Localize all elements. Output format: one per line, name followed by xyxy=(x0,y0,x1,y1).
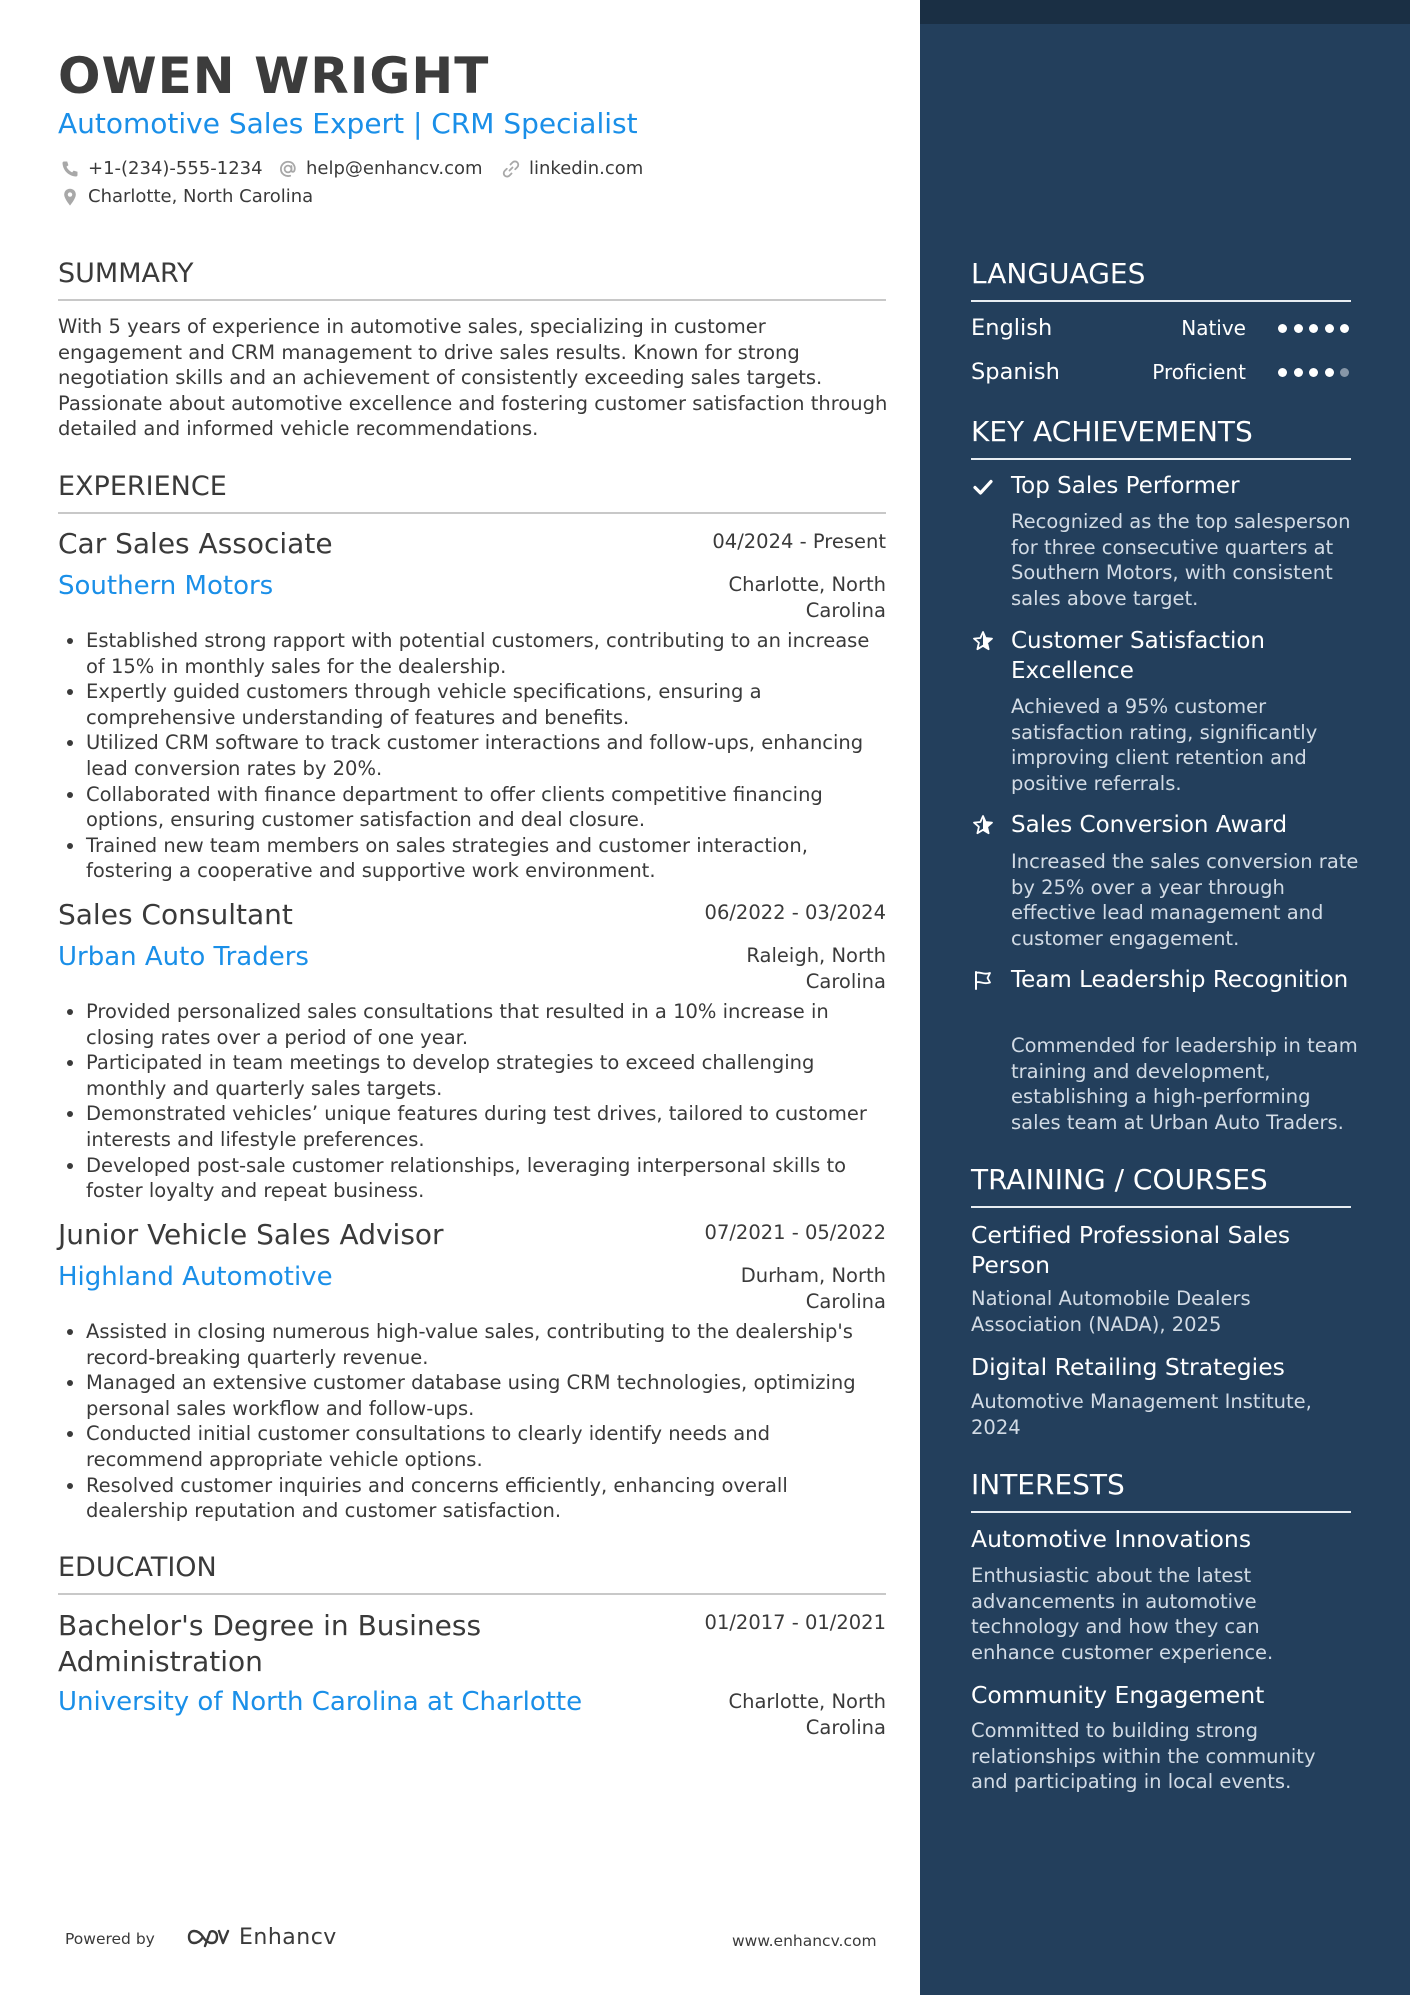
achievement-title: Sales Conversion Award xyxy=(1011,812,1288,838)
achievement-title: Team Leadership Recognition xyxy=(1011,967,1349,993)
at-icon xyxy=(278,159,298,179)
interests-heading: INTERESTS xyxy=(971,1468,1351,1513)
enhancv-logo[interactable] xyxy=(183,1922,337,1952)
language-level: Proficient xyxy=(1152,360,1246,384)
summary-text: With 5 years of experience in automotive sales, specializing in customer engagement and CRM management to drive sales results. Known for strong negotiation skills and an achievement of consistently exceeding sales targets. Passionate about automotive excellence and fostering customer satisfaction through detailed and informed vehicle recommendations. xyxy=(58,315,888,441)
job-dates: 06/2022 - 03/2024 xyxy=(704,901,886,924)
email-text: help@enhancv.com xyxy=(306,158,483,179)
contact-location xyxy=(60,185,313,209)
course-title: Certified Professional Sales Person xyxy=(971,1221,1291,1279)
summary-heading: SUMMARY xyxy=(58,257,886,301)
bullet-item: Conducted initial customer consultations to clearly identify needs and recommend appropriate vehicle options. xyxy=(86,1421,888,1472)
education-dates: 01/2017 - 01/2021 xyxy=(704,1611,886,1634)
powered-by-label: Powered by xyxy=(65,1930,155,1948)
enhancv-brand-text: Enhancv xyxy=(239,1924,337,1950)
bullet-item: Assisted in closing numerous high-value sales, contributing to the dealership's record-breaking quarterly revenue. xyxy=(86,1319,888,1370)
achievement-desc: Commended for leadership in team training and development, establishing a high-performing sales team at Urban Auto Traders. xyxy=(1011,1034,1358,1134)
contact-phone[interactable] xyxy=(60,157,263,181)
bullet-item: Utilized CRM software to track customer interactions and follow-ups, enhancing lead conversion rates by 20%. xyxy=(86,730,888,781)
education-heading: EDUCATION xyxy=(58,1551,886,1595)
language-level: Native xyxy=(1181,316,1246,340)
job-company: Southern Motors xyxy=(58,571,274,601)
achievements-heading: KEY ACHIEVEMENTS xyxy=(971,415,1351,460)
achievement-desc: Increased the sales conversion rate by 25% over a year through effective lead management and customer engagement. xyxy=(1011,850,1359,950)
course-title: Digital Retailing Strategies xyxy=(971,1353,1285,1381)
proficiency-dot-filled xyxy=(1340,324,1349,333)
proficiency-dot-filled xyxy=(1278,368,1287,377)
sidebar-top-band xyxy=(920,0,1410,24)
training-heading: TRAINING / COURSES xyxy=(971,1163,1351,1208)
achievement-desc: Recognized as the top salesperson for three consecutive quarters at Southern Motors, with consistent sales above target. xyxy=(1011,510,1351,610)
job-company: Highland Automotive xyxy=(58,1262,333,1292)
bullet-item: Collaborated with finance department to offer clients competitive financing options, ensuring customer satisfaction and deal closure. xyxy=(86,782,888,833)
job-role: Junior Vehicle Sales Advisor xyxy=(58,1218,444,1251)
bullet-item: Managed an extensive customer database using CRM technologies, optimizing personal sales workflow and follow-ups. xyxy=(86,1370,888,1421)
contact-email[interactable] xyxy=(278,157,483,181)
language-proficiency-dots xyxy=(1278,324,1356,333)
interest-desc: Enthusiastic about the latest advancements in automotive technology and how they can enhance customer experience. xyxy=(971,1564,1274,1664)
flag-icon xyxy=(972,969,994,991)
language-name: Spanish xyxy=(971,359,1060,385)
proficiency-dot-filled xyxy=(1309,324,1318,333)
link-icon xyxy=(501,159,521,179)
bullet-item: Resolved customer inquiries and concerns efficiently, enhancing overall dealership reputation and customer satisfaction. xyxy=(86,1473,888,1524)
job-location: Charlotte, North Carolina xyxy=(728,573,886,622)
language-proficiency-dots xyxy=(1278,368,1356,377)
interest-title: Automotive Innovations xyxy=(971,1525,1252,1553)
job-role: Car Sales Associate xyxy=(58,527,333,560)
proficiency-dot-filled xyxy=(1294,368,1303,377)
proficiency-dot-empty xyxy=(1340,368,1349,377)
proficiency-dot-filled xyxy=(1278,324,1287,333)
location-pin-icon xyxy=(60,187,80,207)
proficiency-dot-filled xyxy=(1325,368,1334,377)
job-location: Durham, North Carolina xyxy=(740,1264,886,1313)
job-bullets xyxy=(58,999,888,1204)
interest-desc: Committed to building strong relationships within the community and participating in local events. xyxy=(971,1719,1316,1794)
enhancv-logo-icon xyxy=(183,1922,233,1952)
check-icon xyxy=(972,476,994,498)
course-desc: Automotive Management Institute, 2024 xyxy=(971,1390,1312,1439)
job-role: Sales Consultant xyxy=(58,898,293,931)
job-bullets xyxy=(58,628,888,884)
proficiency-dot-filled xyxy=(1294,324,1303,333)
job-dates: 07/2021 - 05/2022 xyxy=(704,1221,886,1244)
bullet-item: Established strong rapport with potential customers, contributing to an increase of 15% in monthly sales for the dealership. xyxy=(86,628,888,679)
sidebar xyxy=(920,0,1410,1995)
star-icon xyxy=(972,814,994,836)
star-icon xyxy=(972,630,994,652)
course-desc: National Automobile Dealers Association (NADA), 2025 xyxy=(971,1287,1251,1336)
proficiency-dot-filled xyxy=(1309,368,1318,377)
job-company: Urban Auto Traders xyxy=(58,942,309,972)
education-location: Charlotte, North Carolina xyxy=(728,1690,886,1739)
location-text: Charlotte, North Carolina xyxy=(88,186,314,207)
bullet-item: Developed post-sale customer relationships, leveraging interpersonal skills to foster loyalty and repeat business. xyxy=(86,1153,888,1204)
phone-icon xyxy=(60,159,80,179)
education-degree: Bachelor's Degree in Business Administration xyxy=(58,1609,482,1678)
bullet-item: Expertly guided customers through vehicle specifications, ensuring a comprehensive understanding of features and benefits. xyxy=(86,679,888,730)
phone-text: +1-(234)-555-1234 xyxy=(88,158,263,179)
proficiency-dot-filled xyxy=(1325,324,1334,333)
bullet-item: Trained new team members on sales strategies and customer interaction, fostering a cooperative and supportive work environment. xyxy=(86,833,888,884)
bullet-item: Participated in team meetings to develop strategies to exceed challenging monthly and quarterly sales targets. xyxy=(86,1050,888,1101)
job-location: Raleigh, North Carolina xyxy=(746,944,886,993)
job-bullets xyxy=(58,1319,888,1524)
interest-title: Community Engagement xyxy=(971,1681,1265,1709)
linkedin-text: linkedin.com xyxy=(529,158,644,179)
footer-url[interactable]: www.enhancv.com xyxy=(732,1932,877,1950)
experience-heading: EXPERIENCE xyxy=(58,470,886,514)
contact-linkedin[interactable] xyxy=(501,157,643,181)
achievement-title: Top Sales Performer xyxy=(1011,473,1240,499)
achievement-desc: Achieved a 95% customer satisfaction rating, significantly improving client retention and positive referrals. xyxy=(1011,695,1318,795)
job-dates: 04/2024 - Present xyxy=(712,530,886,553)
bullet-item: Provided personalized sales consultations that resulted in a 10% increase in closing rates over a period of one year. xyxy=(86,999,888,1050)
candidate-title: Automotive Sales Expert | CRM Specialist xyxy=(58,107,638,140)
bullet-item: Demonstrated vehicles’ unique features during test drives, tailored to customer interests and lifestyle preferences. xyxy=(86,1101,888,1152)
achievement-title: Customer Satisfaction Excellence xyxy=(1011,628,1266,684)
candidate-name: OWEN WRIGHT xyxy=(58,47,490,105)
language-name: English xyxy=(971,315,1053,341)
languages-heading: LANGUAGES xyxy=(971,257,1351,302)
education-school: University of North Carolina at Charlotte xyxy=(58,1687,583,1717)
